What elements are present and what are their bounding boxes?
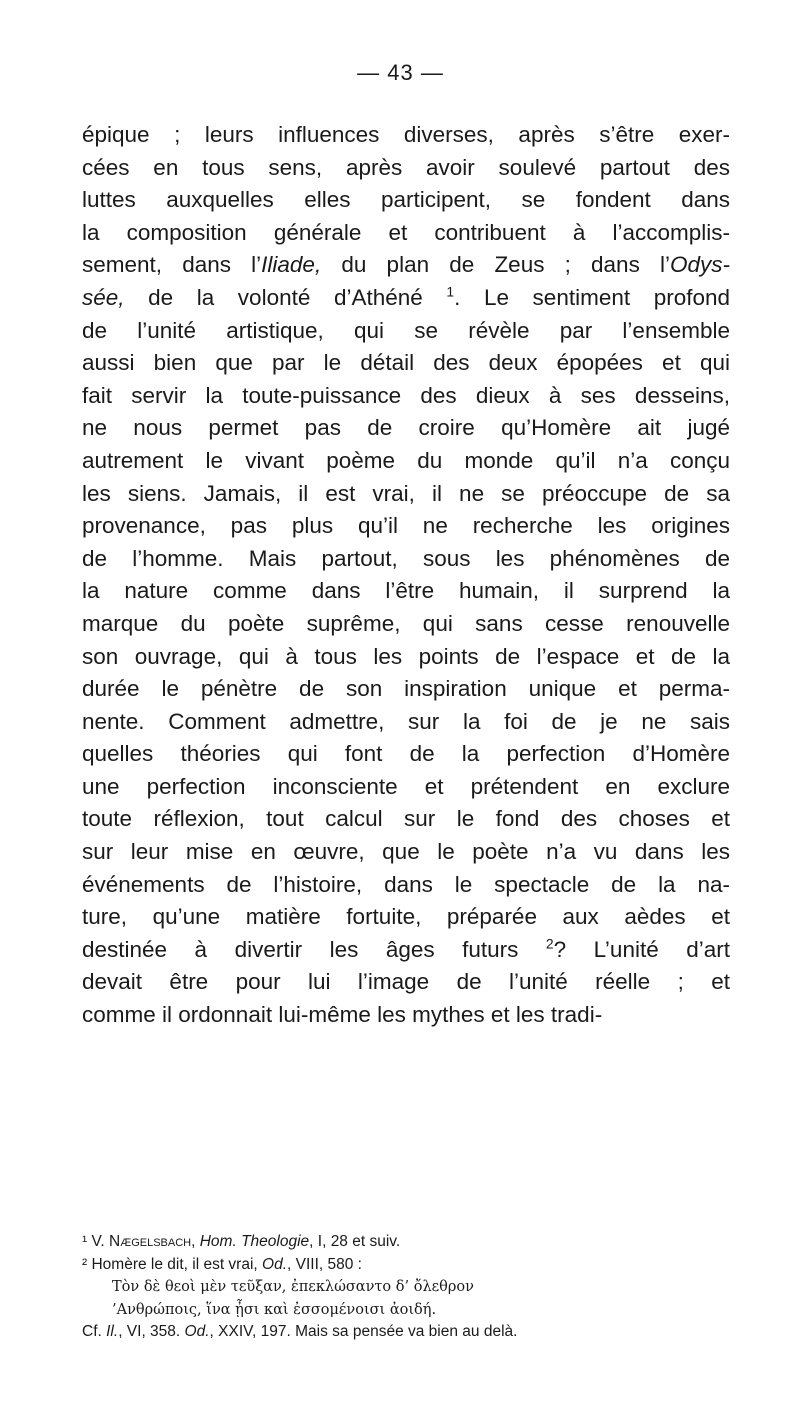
italic-text: Odys- xyxy=(669,252,730,278)
text-line xyxy=(82,803,730,836)
text-segment: , I, 28 et suiv. xyxy=(309,1233,401,1250)
text-segment: événements de l’histoire, dans le spectacle de la na- xyxy=(82,871,730,897)
text-segment: de l’homme. Mais partout, sous les phénomènes de xyxy=(82,545,730,571)
footnotes xyxy=(82,1231,730,1344)
greek-quote-text: Τὸν δὲ θεοὶ μὲν τεῦξαν, ἐπεκλώσαντο δ’ ὄλεθρον xyxy=(112,1279,474,1296)
italic-text: Iliade, xyxy=(261,252,322,278)
text-line xyxy=(82,119,730,152)
text-segment: provenance, pas plus qu’il ne recherche les origines xyxy=(82,513,730,539)
text-segment: ne nous permet pas de croire qu’Homère ait jugé xyxy=(82,415,730,441)
text-line xyxy=(82,217,730,250)
text-line xyxy=(82,934,730,967)
page-number: — 43 — xyxy=(357,60,444,85)
text-line xyxy=(82,771,730,804)
text-segment: quelles théories qui font de la perfection d’Homère xyxy=(82,741,730,767)
text-segment: . Le sentiment profond xyxy=(454,284,730,310)
text-line xyxy=(82,901,730,934)
text-line xyxy=(82,543,730,576)
text-line xyxy=(82,673,730,706)
text-segment: ² Homère le dit, il est vrai, xyxy=(82,1255,263,1273)
text-line xyxy=(82,152,730,185)
text-line xyxy=(82,315,730,348)
footnote-ref: 2 xyxy=(545,935,554,952)
text-segment: , xyxy=(191,1233,200,1250)
text-line xyxy=(82,706,730,739)
text-segment: comme il ordonnait lui-même les mythes et les tradi- xyxy=(82,1002,603,1028)
text-segment: une perfection inconsciente et prétendent en exclure xyxy=(82,773,730,799)
footnote-line xyxy=(82,1254,730,1277)
text-line xyxy=(82,966,730,999)
text-segment: la nature comme dans l’être humain, il surprend la xyxy=(82,578,730,604)
text-line xyxy=(82,738,730,771)
text-line xyxy=(82,445,730,478)
body-text xyxy=(82,119,730,1032)
text-line xyxy=(82,282,730,315)
text-line xyxy=(82,249,730,282)
author-name: Nægelsbach xyxy=(109,1233,192,1250)
text-line xyxy=(82,184,730,217)
text-segment: , VIII, 580 : xyxy=(287,1255,362,1273)
text-line xyxy=(82,641,730,674)
text-segment: marque du poète suprême, qui sans cesse renouvelle xyxy=(82,610,730,636)
footnote-ref: 1 xyxy=(446,283,455,300)
text-segment: autrement le vivant poème du monde qu’il n’a conçu xyxy=(82,447,730,473)
greek-verse-line xyxy=(82,1276,730,1299)
text-segment: aussi bien que par le détail des deux épopées et qui xyxy=(82,350,730,376)
text-segment: luttes auxquelles elles participent, se fondent dans xyxy=(82,187,730,213)
text-segment: , VI, 358. xyxy=(118,1323,185,1341)
italic-text: Hom. Theologie xyxy=(199,1233,310,1250)
text-segment: ? L’unité d’art xyxy=(553,936,730,962)
text-segment: durée le pénètre de son inspiration unique et perma- xyxy=(82,676,730,702)
footnote-line xyxy=(82,1321,730,1344)
text-segment: de la volonté d’Athéné xyxy=(124,284,447,310)
text-line xyxy=(82,575,730,608)
italic-text: Il. xyxy=(106,1323,119,1341)
text-line xyxy=(82,380,730,413)
text-line xyxy=(82,999,730,1032)
footnote-line xyxy=(82,1231,730,1254)
text-segment: ¹ V. xyxy=(82,1233,109,1250)
text-line xyxy=(82,347,730,380)
text-segment: ture, qu’une matière fortuite, préparée aux aèdes et xyxy=(82,904,730,930)
greek-verse-line xyxy=(82,1299,730,1322)
text-segment: du plan de Zeus ; dans l’ xyxy=(321,252,670,278)
text-segment: de l’unité artistique, qui se révèle par l’ensemble xyxy=(82,317,730,343)
text-segment: les siens. Jamais, il est vrai, il ne se préoccupe de sa xyxy=(82,480,730,506)
text-line xyxy=(82,608,730,641)
text-segment: , XXIV, 197. Mais sa pensée va bien au delà. xyxy=(209,1323,518,1341)
text-line xyxy=(82,836,730,869)
italic-text: Od. xyxy=(184,1323,210,1341)
text-segment: nente. Comment admettre, sur la foi de je ne sais xyxy=(82,708,730,734)
text-segment: fait servir la toute-puissance des dieux à ses desseins, xyxy=(82,382,730,408)
text-segment: cées en tous sens, après avoir soulevé partout des xyxy=(82,154,730,180)
text-segment: toute réflexion, tout calcul sur le fond des choses et xyxy=(82,806,730,832)
text-line xyxy=(82,510,730,543)
text-segment: épique ; leurs influences diverses, après s’être exer- xyxy=(82,122,730,147)
text-line xyxy=(82,478,730,511)
text-segment: devait être pour lui l’image de l’unité réelle ; et xyxy=(82,969,730,995)
text-segment: sur leur mise en œuvre, que le poète n’a vu dans les xyxy=(82,839,730,865)
text-segment: son ouvrage, qui à tous les points de l’espace et de la xyxy=(82,643,730,669)
italic-text: Od. xyxy=(262,1255,288,1273)
text-segment: la composition générale et contribuent à l’accomplis- xyxy=(82,219,730,245)
greek-quote-text: ’Ανθρώποις, ἵνα ᾖσι καὶ ἐσσομένοισι ἀοιδή. xyxy=(112,1301,437,1318)
text-line xyxy=(82,869,730,902)
text-line xyxy=(82,412,730,445)
text-segment: destinée à divertir les âges futurs xyxy=(82,936,546,962)
italic-text: sée, xyxy=(82,284,125,310)
text-segment: sement, dans l’ xyxy=(82,252,262,278)
text-segment: Cf. xyxy=(82,1323,107,1341)
